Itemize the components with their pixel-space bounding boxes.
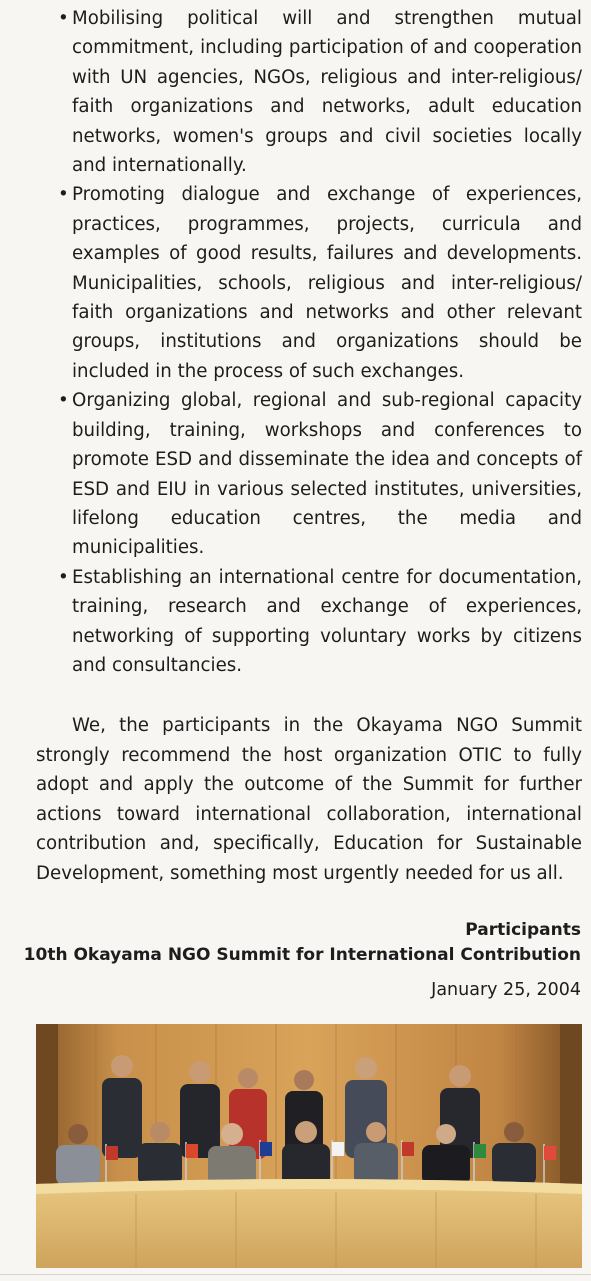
list-item-text: Establishing an international centre for documentation, training, research and exchange of experiences, networking of supporting voluntary works by citizens and consultancies. [72,566,582,676]
recommendation-list [58,4,582,680]
list-item [58,4,582,180]
list-item-text: Mobilising political will and strengthen mutual commitment, including participation of and cooperation with UN agencies, NGOs, religious and inter-religious/ faith organizations and networks, adult education networks, women's groups and civil societies locally and internationally. [72,8,582,177]
group-photo-illustration [36,1024,582,1268]
bullet-icon: • [58,184,69,206]
signature-block [24,918,581,1003]
list-item [58,563,582,681]
bullet-icon: • [58,390,69,412]
list-item [58,386,582,562]
list-item-text: Organizing global, regional and sub-regional capacity building, training, workshops and conferences to promote ESD and disseminate the idea and concepts of ESD and EIU in various selected institutes, universities, lifelong education centres, the media and municipalities. [72,390,582,559]
bullet-icon: • [58,566,69,588]
list-item [58,180,582,386]
signature-organization: 10th Okayama NGO Summit for International Contribution [23,945,581,965]
signature-date: January 25, 2004 [431,980,581,1000]
page-bottom-rule [0,1274,591,1275]
group-photo [36,1024,582,1268]
list-item-text: Promoting dialogue and exchange of experiences, practices, programmes, projects, curricula and examples of good results, failures and developments. Municipalities, schools, religious and inter-religious/ faith organizations and networks and other relevant groups, institutions and organizations should be included in the process of such exchanges. [72,184,582,382]
signature-title: Participants [465,920,581,940]
bullet-icon: • [58,8,69,29]
closing-paragraph: We, the participants in the Okayama NGO Summit strongly recommend the host organization OTIC to fully adopt and apply the outcome of the Summit for further actions toward international collaboration, international contribution and, specifically, Education for Sustainable Development, something most urgently needed for us all. [36,715,582,884]
